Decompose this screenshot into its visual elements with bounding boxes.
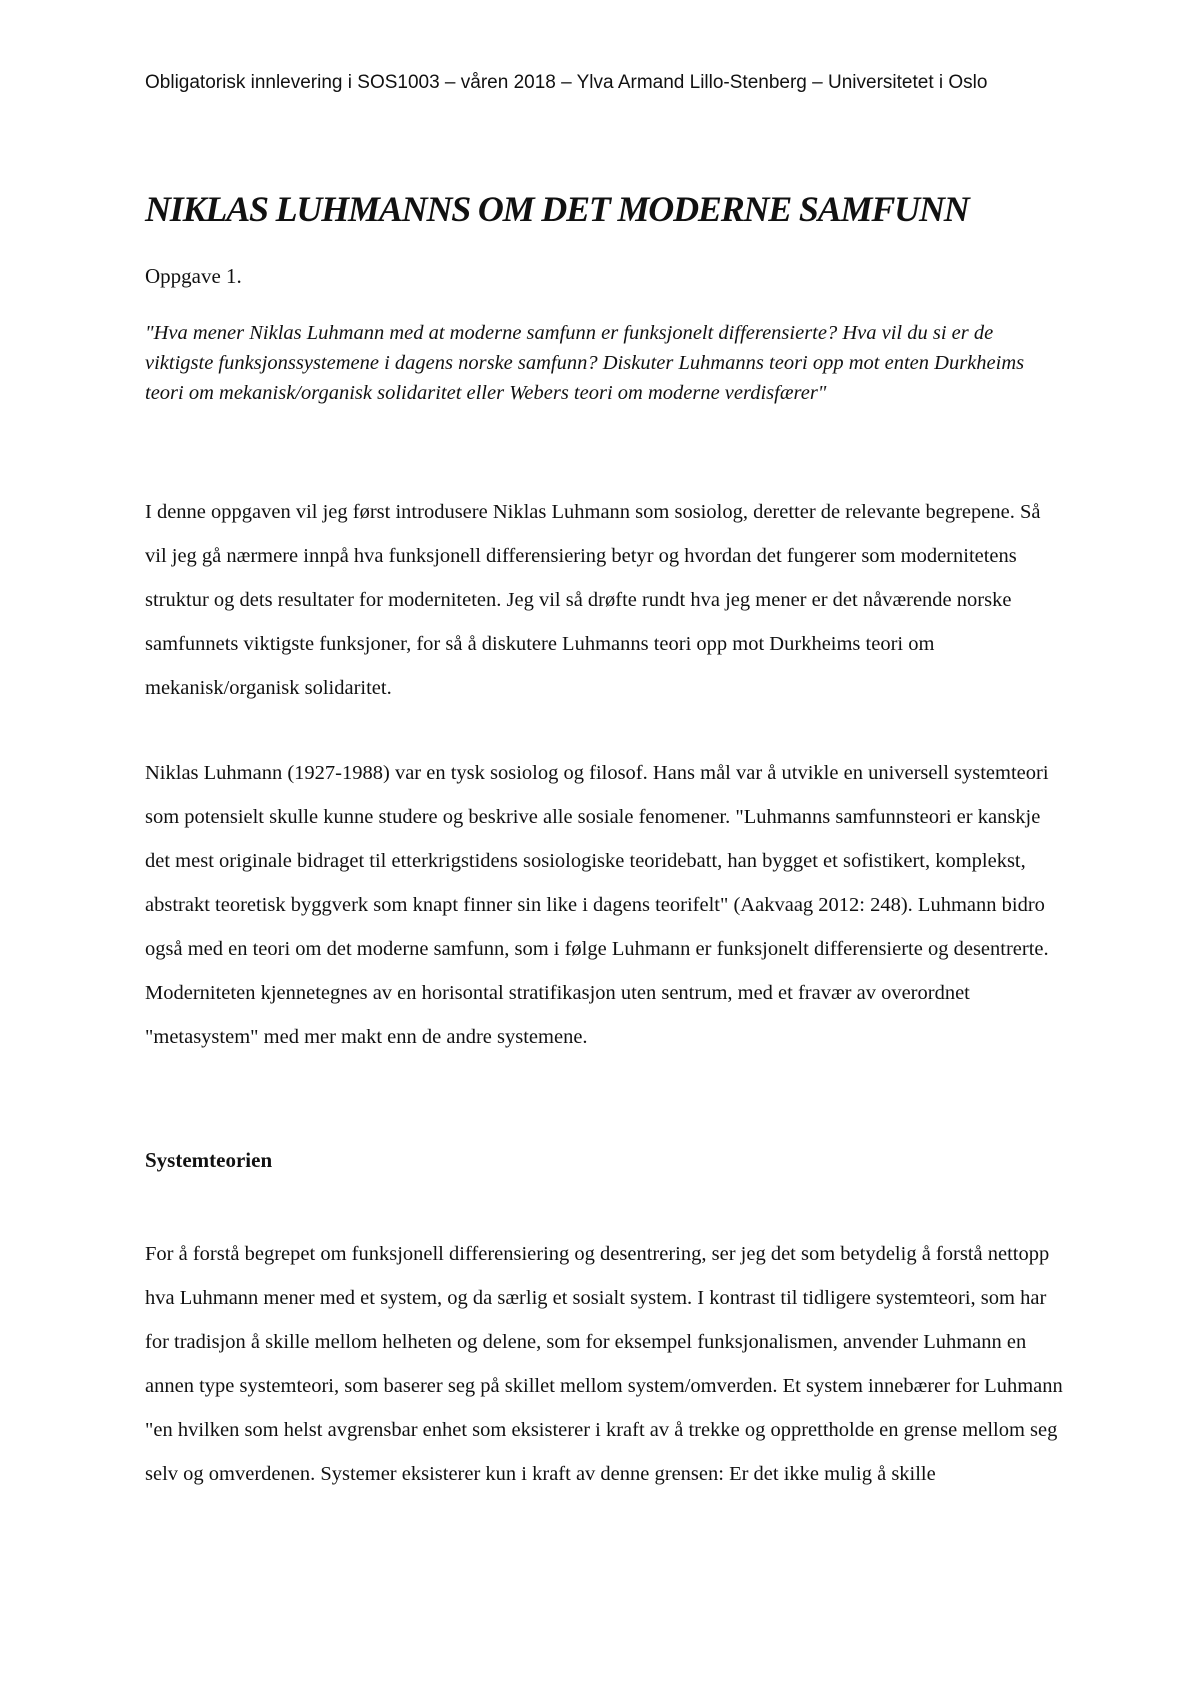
page-header: Obligatorisk innlevering i SOS1003 – våren 2018 – Ylva Armand Lillo-Stenberg – Universitetet i Oslo xyxy=(145,72,988,93)
paragraph-intro: I denne oppgaven vil jeg først introdusere Niklas Luhmann som sosiolog, deretter de relevante begrepene. Så vil jeg gå nærmere innpå hva funksjonell differensiering betyr og hvordan det fungerer som modernitetens struktur og dets resultater for moderniteten. Jeg vil så drøfte rundt hva jeg mener er det nåværende norske samfunnets viktigste funksjoner, for så å diskutere Luhmanns teori opp mot Durkheims teori om mekanisk/organisk solidaritet. xyxy=(145,501,1041,699)
paragraph-luhmann: Niklas Luhmann (1927-1988) var en tysk sosiolog og filosof. Hans mål var å utvikle en universell systemteori som potensielt skulle kunne studere og beskrive alle sosiale fenomener. "Luhmanns samfunnsteori er kanskje det mest originale bidraget til etterkrigstidens sosiologiske teoridebatt, han bygget et sofistikert, komplekst, abstrakt teoretisk byggverk som knapt finner sin like i dagens teorifelt" (Aakvaag 2012: 248). Luhmann bidro også med en teori om det moderne samfunn, som i følge Luhmann er funksjonelt differensierte og desentrerte. Moderniteten kjennetegnes av en horisontal stratifikasjon uten sentrum, med et fravær av overordnet "metasystem" med mer makt enn de andre systemene. xyxy=(145,762,1049,1048)
paragraph-systemteori: For å forstå begrepet om funksjonell differensiering og desentrering, ser jeg det som betydelig å forstå nettopp hva Luhmann mener med et system, og da særlig et sosialt system. I kontrast til tidligere systemteori, som har for tradisjon å skille mellom helheten og delene, som for eksempel funksjonalismen, anvender Luhmann en annen type systemteori, som baserer seg på skillet mellom system/omverden. Et system innebærer for Luhmann "en hvilken som helst avgrensbar enhet som eksisterer i kraft av å trekke og opprettholde en grense mellom seg selv og omverdenen. Systemer eksisterer kun i kraft av denne grensen: Er det ikke mulig å skille xyxy=(145,1243,1063,1485)
section-heading: Systemteorien xyxy=(145,1148,273,1172)
task-label: Oppgave 1. xyxy=(145,264,242,288)
task-quote: "Hva mener Niklas Luhmann med at moderne samfunn er funksjonelt differensierte? Hva vil du si er de viktigste funksjonssystemene i dagens norske samfunn? Diskuter Luhmanns teori opp mot enten Durkheims teori om mekanisk/organisk solidaritet eller Webers teori om moderne verdisfærer" xyxy=(145,322,1025,404)
document-title: NIKLAS LUHMANNS OM DET MODERNE SAMFUNN xyxy=(145,189,969,229)
